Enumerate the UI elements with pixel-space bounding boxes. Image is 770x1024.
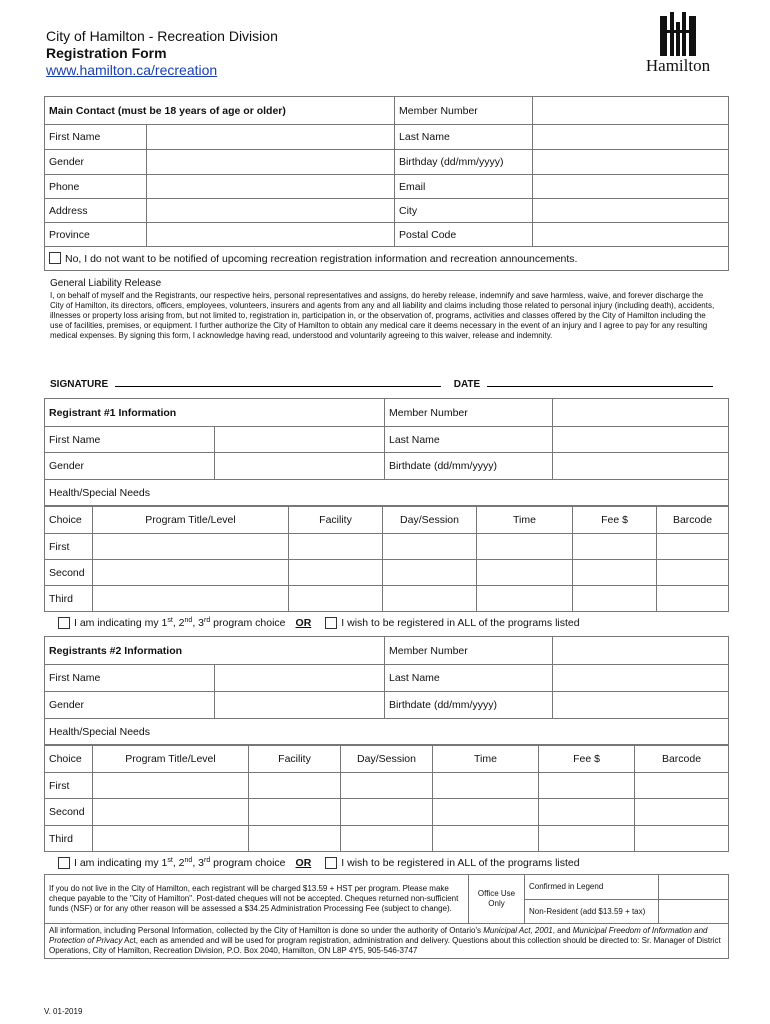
- r1-first-name-field[interactable]: [215, 427, 385, 453]
- r1-gender-label: Gender: [45, 453, 215, 480]
- fees-section: [44, 874, 728, 959]
- birthday-label: Birthday (dd/mm/yyyy): [395, 150, 533, 175]
- r1-first-day[interactable]: [383, 534, 477, 560]
- r1-choice-first: First: [45, 534, 93, 560]
- r2-first-barcode[interactable]: [635, 773, 729, 799]
- r2-first-name-field[interactable]: [215, 665, 385, 692]
- date-label: DATE: [453, 379, 481, 390]
- r2-gender-field[interactable]: [215, 692, 385, 719]
- optout-checkbox[interactable]: [49, 252, 61, 264]
- r2-third-fee[interactable]: [539, 826, 635, 852]
- form-header: [46, 28, 726, 88]
- email-field[interactable]: [533, 175, 729, 199]
- member-number-label: Member Number: [395, 97, 533, 125]
- r1-third-day[interactable]: [383, 586, 477, 612]
- r2-birthdate-label: Birthdate (dd/mm/yyyy): [385, 692, 553, 719]
- confirmed-legend-field[interactable]: [659, 875, 729, 900]
- member-number-field[interactable]: [533, 97, 729, 125]
- first-name-field[interactable]: [147, 125, 395, 150]
- r1-col-day: Day/Session: [383, 507, 477, 534]
- r1-first-name-label: First Name: [45, 427, 215, 453]
- privacy-notice: All information, including Personal Information, collected by the City of Hamilton is done so under the authority of Ontario's Municipal Act, 2001, and Municipal Freedom of Information and Protection of Privacy Act, each as amended and will be used for program registration, administration and delivery. Questions about this collection should be directed to: Sr. Manager of District Operations, City of Hamilton, Recreation Division, P.O. Box 2040, Hamilton, ON L8P 4Y5, 905-546-3747: [45, 924, 729, 959]
- r2-member-number-label: Member Number: [385, 637, 553, 665]
- city-field[interactable]: [533, 199, 729, 223]
- r1-first-program[interactable]: [93, 534, 289, 560]
- r1-second-day[interactable]: [383, 560, 477, 586]
- registrant-2-section: [44, 636, 728, 874]
- r2-second-day[interactable]: [341, 799, 433, 826]
- registrant-2-title: Registrants #2 Information: [45, 637, 385, 665]
- r1-last-name-field[interactable]: [553, 427, 729, 453]
- nonresident-notice: If you do not live in the City of Hamilton, each registrant will be charged $13.59 + HST per program. Please make cheque payable to the "City of Hamilton". Post-dated cheques will not be accepted. Cheques returned non-sufficient funds (NSF) or for any other reason will be assessed a $34.25 Administration Processing Fee (subject to change).: [45, 875, 469, 924]
- r2-col-time: Time: [433, 746, 539, 773]
- r2-second-facility[interactable]: [249, 799, 341, 826]
- registrant-1-title: Registrant #1 Information: [45, 399, 385, 427]
- r1-third-program[interactable]: [93, 586, 289, 612]
- r2-first-program[interactable]: [93, 773, 249, 799]
- main-contact-title: Main Contact (must be 18 years of age or older): [45, 97, 395, 125]
- r1-birthdate-label: Birthdate (dd/mm/yyyy): [385, 453, 553, 480]
- r1-or-label: OR: [295, 617, 312, 629]
- r2-last-name-label: Last Name: [385, 665, 553, 692]
- r1-col-barcode: Barcode: [657, 507, 729, 534]
- hamilton-logo: [638, 12, 718, 76]
- r2-or-label: OR: [295, 857, 312, 869]
- release-body: I, on behalf of myself and the Registrants, our respective heirs, personal representatives and assigns, do hereby release, indemnify and save harmless, waive, and forever discharge the City of Hamilton, its directors, officers, employees, volunteers, insurers and agents from any and all liability and claims including those related to personal injury (including death), accidents, illnesses or property loss arising from, but not limited to, registration in, participation in, or the observation of, programs, activities and classes offered by the City of Hamilton including the use of facilities, premises, or equipment. I further authorize the City of Hamilton to obtain any medical care it deems necessary in the event of an injury and I agree to pay for any resulting medical expenses. By signing this form, I acknowledge having read, understood and voluntarily agreeing to this waiver, release and indemnity.: [50, 291, 715, 340]
- date-field[interactable]: [487, 378, 713, 387]
- r1-second-time[interactable]: [477, 560, 573, 586]
- signature-line: [50, 378, 730, 390]
- last-name-label: Last Name: [395, 125, 533, 150]
- office-use-label: Office Use Only: [469, 875, 525, 924]
- gender-label: Gender: [45, 150, 147, 175]
- r2-col-program: Program Title/Level: [93, 746, 249, 773]
- registrant-1-programs: [44, 506, 729, 612]
- fees-table: [44, 874, 729, 959]
- phone-label: Phone: [45, 175, 147, 199]
- r1-col-choice: Choice: [45, 507, 93, 534]
- r2-choice-first: First: [45, 773, 93, 799]
- r2-col-fee: Fee $: [539, 746, 635, 773]
- postal-code-label: Postal Code: [395, 223, 533, 247]
- r2-col-facility: Facility: [249, 746, 341, 773]
- r2-first-name-label: First Name: [45, 665, 215, 692]
- city-hall-icon: [658, 12, 698, 56]
- optout-label: No, I do not want to be notified of upcoming recreation registration information and recreation announcements.: [65, 253, 578, 265]
- r2-health-field[interactable]: [45, 719, 729, 745]
- birthday-field[interactable]: [533, 150, 729, 175]
- province-label: Province: [45, 223, 147, 247]
- r1-first-fee[interactable]: [573, 534, 657, 560]
- main-contact-section: [44, 96, 728, 271]
- r2-last-name-field[interactable]: [553, 665, 729, 692]
- r1-third-fee[interactable]: [573, 586, 657, 612]
- city-label: City: [395, 199, 533, 223]
- r1-second-facility[interactable]: [289, 560, 383, 586]
- logo-wordmark: Hamilton: [645, 56, 711, 75]
- nonresident-fee-field[interactable]: [659, 900, 729, 924]
- recreation-link[interactable]: www.hamilton.ca/recreation: [46, 62, 218, 78]
- gender-field[interactable]: [147, 150, 395, 175]
- r2-first-day[interactable]: [341, 773, 433, 799]
- r1-indicate-label: I am indicating my 1st, 2nd, 3rd program choice: [74, 617, 286, 629]
- r1-second-barcode[interactable]: [657, 560, 729, 586]
- r2-second-fee[interactable]: [539, 799, 635, 826]
- province-field[interactable]: [147, 223, 395, 247]
- confirmed-legend-label: Confirmed in Legend: [525, 875, 659, 900]
- r2-birthdate-field[interactable]: [553, 692, 729, 719]
- r1-col-program: Program Title/Level: [93, 507, 289, 534]
- r1-health-label: Health/Special Needs: [49, 486, 150, 499]
- r1-member-number-label: Member Number: [385, 399, 553, 427]
- r2-third-program[interactable]: [93, 826, 249, 852]
- r1-member-number-field[interactable]: [553, 399, 729, 427]
- r1-choice-second: Second: [45, 560, 93, 586]
- r1-gender-field[interactable]: [215, 453, 385, 480]
- r1-first-barcode[interactable]: [657, 534, 729, 560]
- r2-all-checkbox[interactable]: [325, 857, 337, 869]
- division-title: City of Hamilton - Recreation Division: [46, 28, 278, 44]
- address-field[interactable]: [147, 199, 395, 223]
- registrant-2-table: [44, 636, 729, 745]
- r1-col-fee: Fee $: [573, 507, 657, 534]
- r2-indicate-label: I am indicating my 1st, 2nd, 3rd program choice: [74, 857, 286, 869]
- r1-last-name-label: Last Name: [385, 427, 553, 453]
- r2-second-barcode[interactable]: [635, 799, 729, 826]
- registrant-1-table: [44, 398, 729, 506]
- r1-choice-third: Third: [45, 586, 93, 612]
- r2-first-time[interactable]: [433, 773, 539, 799]
- form-title: Registration Form: [46, 45, 167, 61]
- r1-birthdate-field[interactable]: [553, 453, 729, 480]
- r2-second-program[interactable]: [93, 799, 249, 826]
- release-title: General Liability Release: [50, 278, 162, 289]
- nonresident-fee-label: Non-Resident (add $13.59 + tax): [525, 900, 659, 924]
- r2-second-time[interactable]: [433, 799, 539, 826]
- r2-gender-label: Gender: [45, 692, 215, 719]
- r2-indicate-checkbox[interactable]: [58, 857, 70, 869]
- registrant-2-programs: [44, 745, 729, 852]
- r2-member-number-field[interactable]: [553, 637, 729, 665]
- first-name-label: First Name: [45, 125, 147, 150]
- r1-choice-line: [58, 612, 728, 634]
- liability-release: [44, 278, 728, 341]
- r2-col-barcode: Barcode: [635, 746, 729, 773]
- r1-col-facility: Facility: [289, 507, 383, 534]
- phone-field[interactable]: [147, 175, 395, 199]
- r2-third-facility[interactable]: [249, 826, 341, 852]
- r2-third-time[interactable]: [433, 826, 539, 852]
- version-label: V. 01-2019: [44, 1007, 83, 1016]
- r1-third-barcode[interactable]: [657, 586, 729, 612]
- r1-third-time[interactable]: [477, 586, 573, 612]
- r1-all-label: I wish to be registered in ALL of the programs listed: [341, 617, 580, 629]
- r2-third-barcode[interactable]: [635, 826, 729, 852]
- r1-first-facility[interactable]: [289, 534, 383, 560]
- postal-code-field[interactable]: [533, 223, 729, 247]
- last-name-field[interactable]: [533, 125, 729, 150]
- r1-all-checkbox[interactable]: [325, 617, 337, 629]
- r2-all-label: I wish to be registered in ALL of the programs listed: [341, 857, 580, 869]
- r2-third-day[interactable]: [341, 826, 433, 852]
- r2-choice-second: Second: [45, 799, 93, 826]
- r1-second-fee[interactable]: [573, 560, 657, 586]
- r1-health-field[interactable]: [45, 480, 729, 506]
- r2-health-label: Health/Special Needs: [49, 725, 150, 738]
- registrant-1-section: [44, 398, 728, 634]
- address-label: Address: [45, 199, 147, 223]
- r2-first-facility[interactable]: [249, 773, 341, 799]
- r2-choice-line: [58, 852, 728, 874]
- r1-third-facility[interactable]: [289, 586, 383, 612]
- r2-col-day: Day/Session: [341, 746, 433, 773]
- signature-field[interactable]: [115, 378, 441, 387]
- main-contact-table: [44, 96, 729, 271]
- r1-col-time: Time: [477, 507, 573, 534]
- r1-second-program[interactable]: [93, 560, 289, 586]
- email-label: Email: [395, 175, 533, 199]
- r2-choice-third: Third: [45, 826, 93, 852]
- r2-first-fee[interactable]: [539, 773, 635, 799]
- r1-indicate-checkbox[interactable]: [58, 617, 70, 629]
- r1-first-time[interactable]: [477, 534, 573, 560]
- signature-label: SIGNATURE: [50, 379, 109, 390]
- r2-col-choice: Choice: [45, 746, 93, 773]
- optout-row: [45, 247, 729, 271]
